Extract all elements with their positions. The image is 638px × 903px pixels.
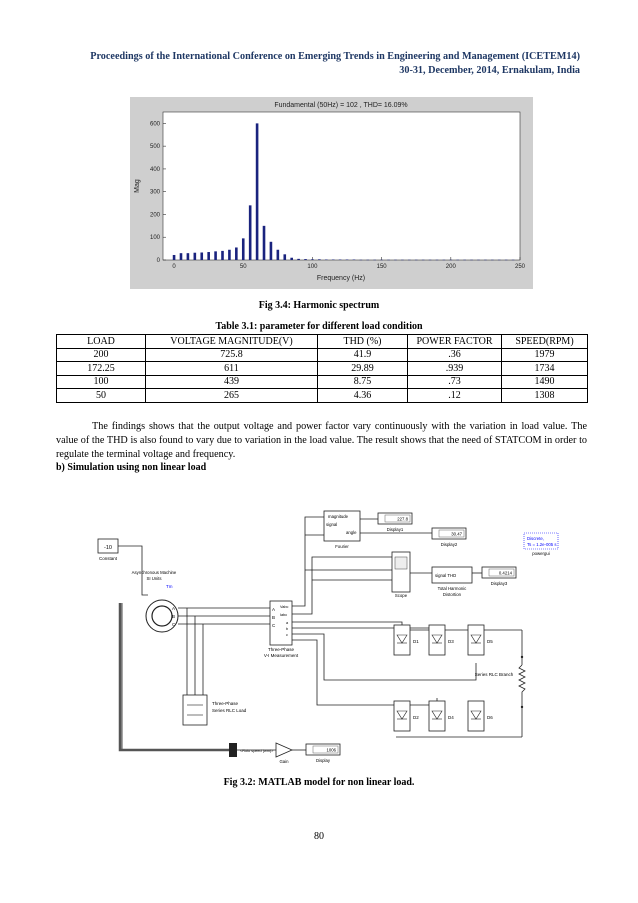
col-power-factor: POWER FACTOR [408, 335, 502, 349]
cell: 265 [146, 389, 318, 403]
y-tick-label: 300 [149, 189, 160, 196]
y-tick-label: 600 [149, 121, 160, 128]
table-header-row [57, 335, 588, 349]
matlab-model-diagram [92, 505, 562, 770]
harmonic-spectrum-chart [130, 97, 533, 289]
harmonic-bar [318, 259, 321, 260]
rlc-branch-label: Series RLC Branch [474, 672, 514, 677]
col-voltage: VOLTAGE MAGNITUDE(V) [146, 335, 318, 349]
meas-in-b: B [272, 615, 276, 620]
thd-input-label: signal THD [435, 573, 457, 578]
harmonic-bar [249, 205, 252, 260]
cell: 4.36 [318, 389, 408, 403]
findings-paragraph: The findings shows that the output voltage and power factor vary continuously with the variation in load value. The value of the THD is also found to vary due to variation in the load value. The result shows that the need of STATCOM in order to regulate the terminal voltage and frequency. [56, 421, 587, 460]
harmonic-bar [207, 252, 210, 260]
display1-label: Display1 [386, 527, 404, 532]
table-row [57, 389, 588, 403]
cell: 8.75 [318, 375, 408, 389]
cell: 1979 [502, 348, 588, 362]
scope-label: Scope [394, 593, 408, 598]
signal-lines [118, 517, 522, 750]
cell: .12 [408, 389, 502, 403]
thd-label-2: Distortion [442, 592, 462, 597]
fourier-in-signal: signal [326, 522, 338, 527]
fourier-in-magnitude: magnitude [328, 514, 349, 519]
display3-label: Display3 [490, 581, 508, 586]
scope-screen-icon [395, 557, 407, 569]
table-3-1-caption: Table 3.1: parameter for different load condition [215, 321, 423, 332]
harmonic-bar [194, 253, 197, 260]
bus-selector-block[interactable] [229, 743, 237, 757]
harmonic-bar [173, 255, 176, 260]
svg-text:D3: D3 [448, 639, 454, 644]
y-axis-label: Mag [134, 179, 141, 193]
x-tick-label: 200 [445, 264, 456, 270]
harmonic-bar [235, 247, 238, 260]
harmonic-bar [277, 250, 280, 260]
machine-port-a: A [172, 606, 176, 611]
svg-text:D6: D6 [487, 715, 493, 720]
meas-label-1: Three-Phase [267, 647, 295, 652]
chart-title: Fundamental (50Hz) = 102 , THD= 16.09% [274, 102, 408, 109]
cell: 100 [57, 375, 146, 389]
table-row [57, 362, 588, 376]
harmonic-bar [221, 251, 224, 260]
gain-label: Gain [279, 759, 289, 764]
harmonic-bar [290, 258, 293, 260]
diode-d1[interactable] [394, 625, 419, 655]
y-tick-label: 0 [156, 258, 160, 264]
header-line-1: Proceedings of the International Conference on Emerging Trends in Engineering and Management (ICETEM14) [90, 51, 580, 62]
proceedings-header [40, 50, 580, 78]
cell: 41.9 [318, 348, 408, 362]
harmonic-bar [256, 123, 259, 260]
col-load: LOAD [57, 335, 146, 349]
x-tick-label: 100 [307, 264, 318, 270]
constant-label: Constant [98, 556, 118, 561]
x-axis-label: Frequency (Hz) [316, 275, 366, 282]
cell: .939 [408, 362, 502, 376]
thd-label-1: Total Harmonic [437, 586, 467, 591]
fig-3-4-caption: Fig 3.4: Harmonic spectrum [258, 300, 380, 311]
y-tick-label: 200 [149, 212, 160, 219]
diode-d2[interactable] [394, 701, 419, 731]
x-tick-label: 0 [172, 264, 176, 270]
diode-d6[interactable] [468, 701, 493, 731]
cell: 1734 [502, 362, 588, 376]
meas-in-a: A [272, 607, 276, 612]
harmonic-bar [187, 253, 190, 260]
fourier-label: Fourier [335, 544, 349, 549]
svg-text:D5: D5 [487, 639, 493, 644]
display2-label: Display2 [440, 542, 458, 547]
meas-label-2: V-I Measurement [263, 653, 299, 658]
meas-in-c: C [272, 623, 276, 628]
cell: 200 [57, 348, 146, 362]
cell: .36 [408, 348, 502, 362]
display3-value: 0.4214 [498, 570, 512, 576]
svg-text:D1: D1 [413, 639, 419, 644]
harmonic-bar [180, 253, 183, 260]
rlc-load-label-1: Three-Phase [212, 701, 239, 706]
display-value: 1006 [326, 747, 336, 753]
rlc-load-block[interactable] [183, 695, 207, 725]
rlc-load-label-2: Series RLC Load [212, 708, 247, 713]
cell: 611 [146, 362, 318, 376]
harmonic-bar [242, 238, 245, 260]
harmonic-bar [304, 259, 307, 260]
svg-text:D2: D2 [413, 715, 419, 720]
meas-out-vabc: Vabc [280, 605, 289, 609]
x-tick-label: 250 [514, 264, 526, 270]
page-number: 80 [314, 831, 324, 842]
diode-d3[interactable] [429, 625, 454, 655]
cell: 439 [146, 375, 318, 389]
harmonic-bar [263, 226, 266, 260]
col-speed: SPEED(RPM) [502, 335, 588, 349]
machine-port-b: B [172, 614, 176, 619]
cell: 725.8 [146, 348, 318, 362]
cell: 1490 [502, 375, 588, 389]
diode-d4[interactable] [429, 701, 454, 731]
meas-out-c: c [286, 633, 288, 637]
table-row [57, 348, 588, 362]
gain-block[interactable] [276, 743, 292, 757]
load-parameter-table [56, 334, 588, 403]
fig-3-2-caption: Fig 3.2: MATLAB model for non linear load. [223, 777, 415, 788]
display2-value: 30.47 [451, 531, 462, 537]
tm-port: Tm [166, 584, 173, 589]
meas-out-b: b [286, 627, 289, 631]
powergui-label: powergui [532, 551, 550, 556]
col-thd: THD (%) [318, 335, 408, 349]
display-label: Display [315, 758, 331, 763]
cell: 29.89 [318, 362, 408, 376]
x-tick-label: 150 [376, 264, 387, 270]
machine-port-c: C [172, 622, 176, 627]
y-tick-label: 400 [149, 166, 160, 173]
plot-area [163, 112, 520, 260]
svg-text:D4: D4 [448, 715, 454, 720]
table-row [57, 375, 588, 389]
cell: 1308 [502, 389, 588, 403]
y-tick-label: 500 [149, 144, 160, 151]
cell: 172.25 [57, 362, 146, 376]
constant-value: -10 [104, 545, 112, 551]
speed-tag: <Roto speed (wm)> [240, 749, 274, 753]
display1-value: 227.8 [397, 516, 408, 522]
y-tick-label: 100 [149, 235, 160, 242]
harmonic-bar [228, 250, 231, 260]
harmonic-bar [311, 259, 314, 260]
powergui-ts: Ts = 1.2e-005 s [527, 542, 557, 547]
harmonic-bar [214, 251, 217, 260]
header-line-2: 30-31, December, 2014, Ernakulam, India [399, 65, 580, 76]
harmonic-bar [297, 259, 300, 260]
powergui-discrete: Discrete, [527, 536, 544, 541]
x-tick-label: 50 [239, 264, 247, 270]
diode-bridge [394, 625, 493, 731]
diode-d5[interactable] [468, 625, 493, 655]
section-subheading: b) Simulation using non linear load [56, 462, 207, 473]
machine-label-2: SI Units [146, 576, 162, 581]
meas-out-iabc: Iabc [280, 613, 288, 617]
harmonic-bar [200, 252, 203, 260]
cell: .73 [408, 375, 502, 389]
harmonic-bar [270, 242, 273, 260]
meas-out-a: a [286, 621, 289, 625]
fourier-in-angle: angle [346, 530, 357, 535]
harmonic-bar [283, 254, 286, 260]
cell: 50 [57, 389, 146, 403]
machine-label-1: Asynchronous Machine [131, 570, 177, 575]
